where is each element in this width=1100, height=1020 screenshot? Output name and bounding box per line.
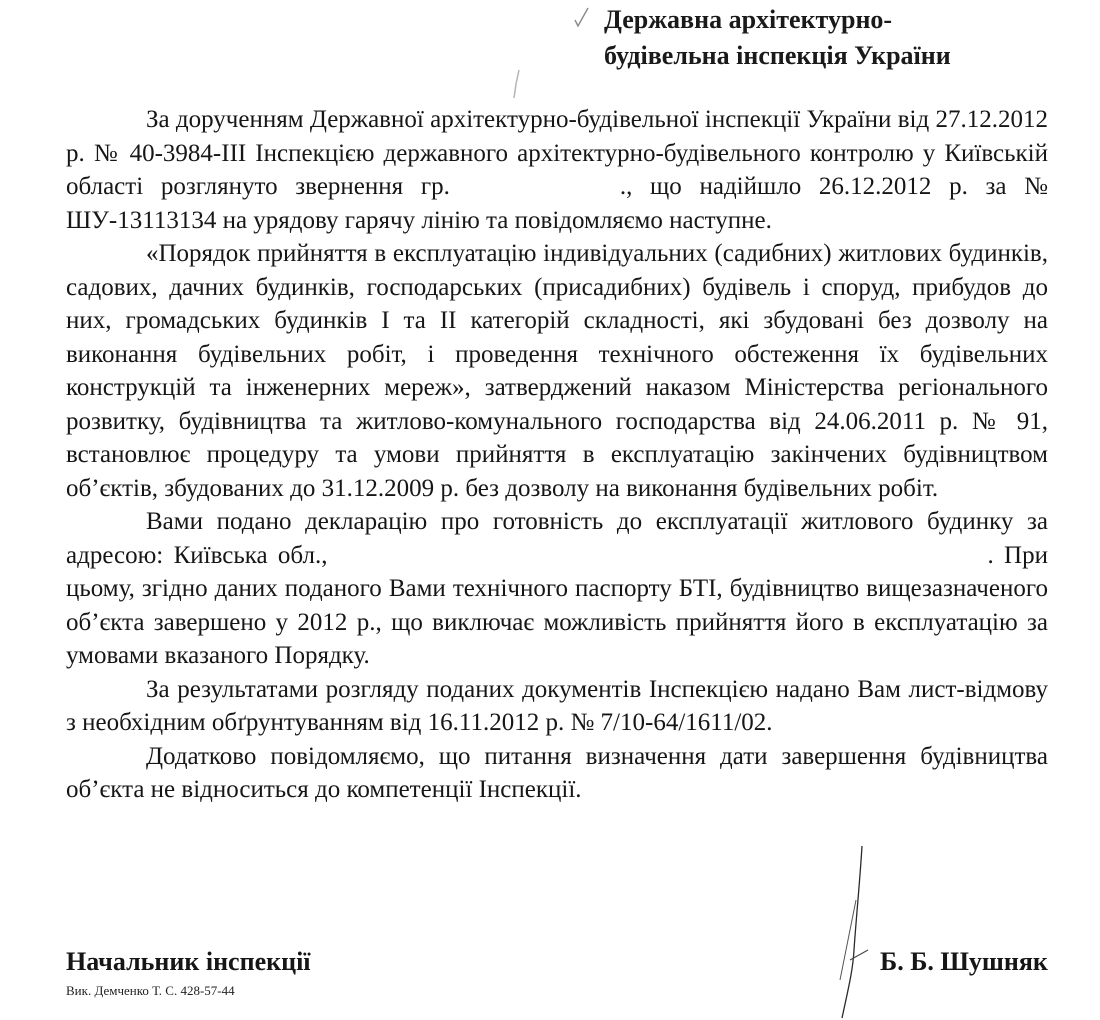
pen-scratch-mark [505,68,525,102]
paragraph-declaration [66,505,1048,673]
check-mark-icon [572,6,592,32]
signatory-title: Начальник інспекції [66,947,311,976]
handwritten-signature [820,840,880,1020]
addressee-line-1: Державна архітектурно- [604,5,893,34]
paragraph-request [66,103,1048,237]
addressee-block [604,2,951,74]
signatory-name: Б. Б. Шушняк [880,947,1048,976]
paragraph-refusal: За результатами розгляду поданих документів Інспекцією надано Вам лист-відмову з необхідним обґрунтуванням від 16.11.2012 р. № 7/10-64/1611/02. [66,675,1048,736]
executor-line: Вик. Демченко Т. С. 428-57-44 [66,983,235,998]
paragraph-request-part-1: За дорученням Державної архітектурно-будівельної інспекції України від 27.12.2012 р. № 40-3984-ІІІ Інспекцією державного архітектурно-будівельного контролю у Київській області розглянуто звернення гр. [66,106,1048,200]
addressee-line-2: будівельна інспекція України [604,41,951,70]
letter-body [66,103,1048,807]
paragraph-procedure: «Порядок прийняття в експлуатацію індивідуальних (садибних) житлових будинків, садових, дачних будинків, господарських (присадибних) будівель і споруд, прибудов до них, громадських будинків І та ІІ категорій складності, які збудовані без дозволу на виконання будівельних робіт, і проведення технічного обстеження їх будівельних конструкцій та інженерних мереж», затверджений наказом Міністерства регіонального розвитку, будівництва та житлово-комунального господарства від 24.06.2011 р. № 91, встановлює процедуру та умови прийняття в експлуатацію закінчених будівництвом об’єктів, збудованих до 31.12.2009 р. без дозволу на виконання будівельних робіт. [66,240,1048,502]
paragraph-declaration-part-1: Вами подано декларацію про готовність до експлуатації житлового будинку за адресою: Київська обл., [66,508,1048,569]
paragraph-competence: Додатково повідомляємо, що питання визначення дати завершення будівництва об’єкта не відноситься до компетенції Інспекції. [66,742,1048,803]
paragraph-declaration-part-2: . При цьому, згідно даних поданого Вами технічного паспорту БТІ, будівництво вищезазначеного об’єкта завершено у 2012 р., що виключає можливість прийняття його в експлуатацію за умовами вказаного Порядку. [66,541,1048,669]
paragraph-request-part-2: ., що надійшло 26.12.2012 р. за № ШУ-13113134 на урядову гарячу лінію та повідомляємо наступне. [66,173,1049,234]
